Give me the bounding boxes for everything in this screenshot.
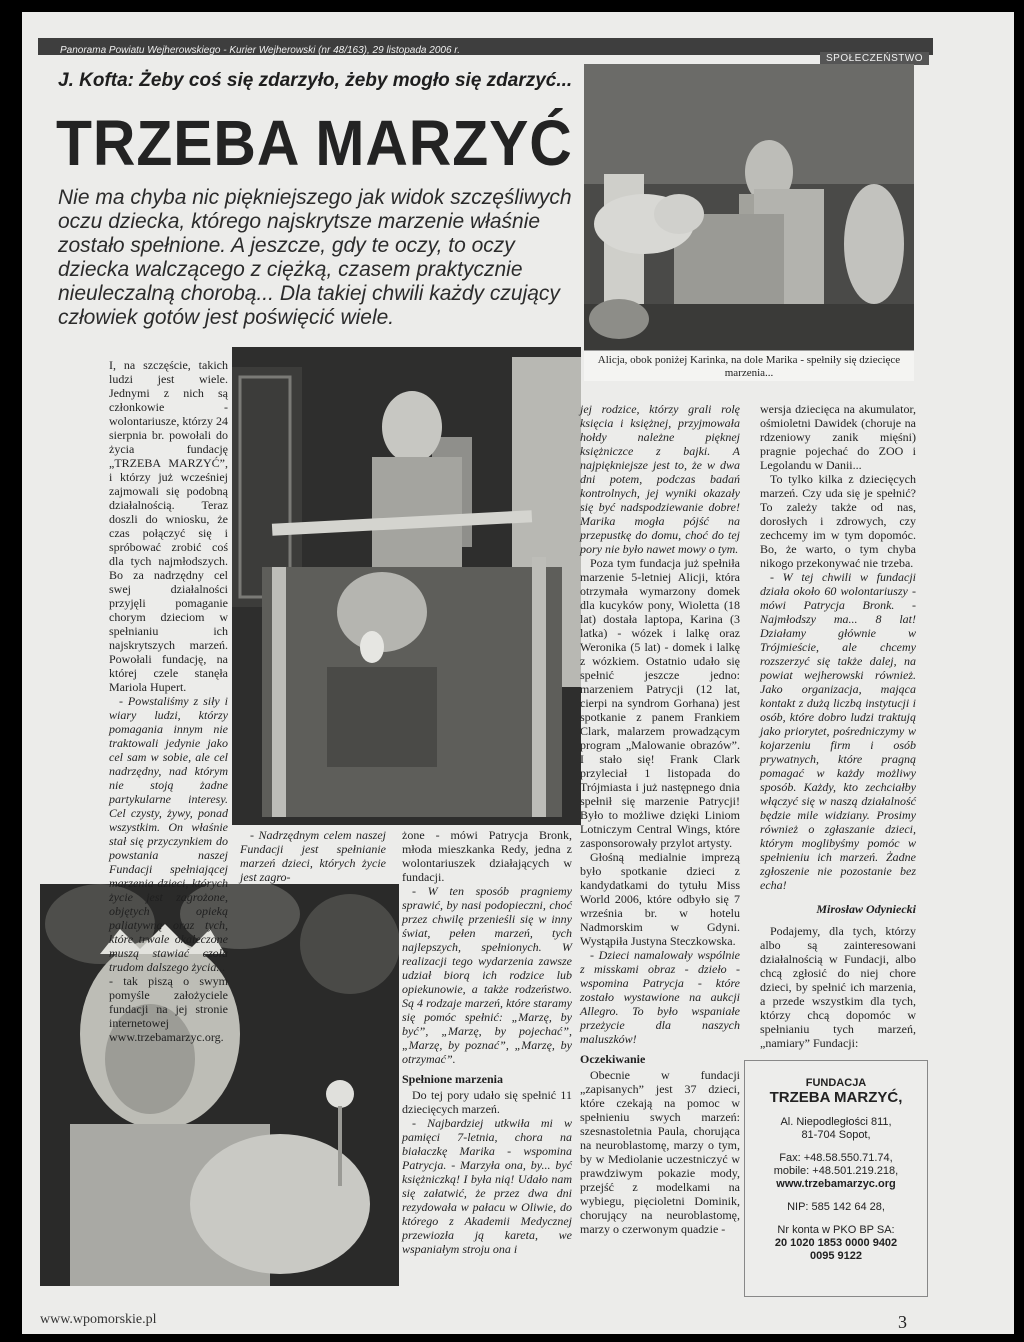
photo-boy-with-stroller <box>232 347 581 825</box>
box-label: FUNDACJA <box>805 1077 867 1089</box>
col3-quote: - W ten sposób pragniemy sprawić, by nasi podopieczni, choć przez chwilę przenieśli się w inny świat, pełen marzeń, tych najlepszych, spełnionych. W realizacji tego wydarzenia zawsze udział biorą ich rodzice lub opiekunowie, a także rodzeństwo. Są 4 rodzaje marzeń, które staramy się pomóc spełnić: „Marzę, by być”, „Marzę, by pojechać”, „Marzę, by poznać”, „Marzę, by otrzymać”. <box>402 884 572 1066</box>
col4-paragraph-a: Poza tym fundacja już spełniła marzenie 5-letniej Alicji, która otrzymała wymarzony domek dla kucyków pony, Wioletta (18 lat) dostała laptopa, Karina (3 latka) - wózek i lalkę oraz Weronika (5 lat) - domek i lalkę z wózkiem. Ostatnio udało się spełnić jeszcze jedno: marzeniem Patrycji (12 lat, cierpi na syndrom Gorhana) jest spotkanie z panem Frankiem Clark, malarzem prowadzącym program „Malowanie obrazów”. I stało się! Frank Clark przyleciał 1 listopada do Trójmiasta i już następnego dnia spełnił się marzenie Patrycji! Było to możliwe dzięki Liniom Lotniczym Central Wings, które zasponsorowały przylot artysty. <box>580 556 740 850</box>
kicker: J. Kofta: Żeby coś się zdarzyło, żeby mogło się zdarzyć... <box>58 70 573 91</box>
account-number-2: 0095 9122 <box>810 1250 862 1262</box>
address-line-1: Al. Niepodległości 811, <box>780 1116 892 1128</box>
subheading-oczekiwanie: Oczekiwanie <box>580 1052 646 1066</box>
column-1 <box>109 358 228 1044</box>
col3-paragraph: żone - mówi Patrycja Bronk, młoda mieszkanka Redy, jedna z wolontariuszek działających w fundacji. <box>402 828 572 884</box>
col3-paragraph-b: Do tej pory udało się spełnić 11 dziecięcych marzeń. <box>402 1088 572 1116</box>
col4-quote: jej rodzice, którzy grali rolę księcia i księżnej, przyjmowała hołdy należne pięknej księżniczce z bajki. A najpiękniejsze jest to, że w dwa dni potem, podczas badań kontrolnych, jej wyniki okazały się być nadspodziewanie dobre! Marika mogła pójść na przepustkę do domu, choć do tej pory nie było nawet mowy o tym. <box>580 402 740 556</box>
column-2 <box>240 828 386 884</box>
address-line-2: 81-704 Sopot, <box>801 1129 871 1141</box>
column-4 <box>580 402 740 1236</box>
section-label: SPOŁECZEŃSTWO <box>820 52 929 65</box>
col4-paragraph-c: Obecnie w fundacji „zapisanych” jest 37 dzieci, które czekają na pomoc w spełnieniu swych marzeń: szesnastoletnia Paula, chorująca na neuroblastomę, marzy o tym, by w Mediolanie uczestniczyć w prawdziwym pokazie mody, przejść z modelkami na wybiegu, pięcioletni Dominik, chorujący na neuroblastomę, marzy o czerwonym quadzie - <box>580 1068 740 1236</box>
lead-paragraph: Nie ma chyba nic piękniejszego jak widok szczęśliwych oczu dziecka, którego najskrytsze marzenie właśnie zostało spełnione. A jeszcze, gdy te oczy, to oczy dziecka walczącego z ciężką, czasem praktycznie nieuleczalną chorobą... Dla takiej chwili każdy czujący człowiek gotów jest poświęcić wiele. <box>58 186 572 329</box>
col5-paragraph-a: wersja dziecięca na akumulator, ośmioletni Dawidek (choruje na rdzeniowy zanik mięśni) pragnie pojechać do ZOO i Legolandu w Danii... <box>760 402 916 472</box>
col5-paragraph-b: To tylko kilka z dziecięcych marzeń. Czy uda się je spełnić? To zależy także od nas, dorosłych i zdrowych, czy zechcemy im w tym dopomóc. Bo, że warto, o tym chyba nikogo przekonywać nie trzeba. <box>760 472 916 570</box>
bank-label: Nr konta w PKO BP SA: <box>777 1224 895 1236</box>
headline: TRZEBA MARZYĆ <box>56 107 573 179</box>
col4-paragraph-b: Głośną medialnie imprezą było spotkanie dzieci z kandydatkami do tytułu Miss World 2006, które odbyło się 7 września br. w hotelu Nadmorskim w Gdyni. Wystąpiła Justyna Steczkowska. <box>580 850 740 948</box>
account-number-1: 20 1020 1853 0000 9402 <box>774 1237 898 1249</box>
col3-quote-2: - Najbardziej utkwiła mi w pamięci 7-letnia, chora na białaczkę Marika - wspomina Patrycja. - Marzyła ona, by... być księżniczką! I była nią! Udało nam się załatwić, że przez dwa dni rezydowała w pałacu w Oliwie, do którego z Akademii Medycznej przewiozła ją kareta, we wspaniałym stroju ona i <box>402 1116 572 1256</box>
running-title: Panorama Powiatu Wejherowskiego - Kurier Wejherowski (nr 48/163), 29 listopada 2006 r. <box>60 45 461 56</box>
page-number: 3 <box>898 1312 907 1332</box>
col4-quote-2: - Dzieci namalowały wspólnie z misskami obraz - dzieło - wspomina Patrycja - które zostało wystawione na aukcji Allegro. To było wspaniałe przeżycie dla naszych maluszków! <box>580 948 740 1046</box>
author-signature: Mirosław Odyniecki <box>816 902 916 916</box>
foundation-contact-box <box>744 1060 928 1297</box>
fax: Fax: +48.58.550.71.74, <box>779 1152 893 1164</box>
footer-url[interactable]: www.wpomorskie.pl <box>40 1312 157 1327</box>
column-5 <box>760 402 916 1050</box>
photo-girl-with-toy-castle <box>584 64 914 351</box>
nip: NIP: 585 142 64 28, <box>787 1201 885 1213</box>
top-photo-caption: Alicja, obok poniżej Karinka, na dole Marika - spełniły się dziecięce marzenia... <box>584 350 914 381</box>
foundation-name: TRZEBA MARZYĆ, <box>769 1089 903 1106</box>
col5-quote: - W tej chwili w fundacji działa około 60 wolontariuszy - mówi Patrycja Bronk. - Najmłodszy ma... 8 lat! Działamy głównie w Trójmieście, ale chcemy rozszerzyć się także dalej, na powiat wejherowski również. Jako organizacja, mająca kontakt z dużą liczbą instytucji i osób, które dobro ludzi traktują jako priorytet, pośredniczymy w kojarzeniu firm i osób prywatnych, które pragną pomagać w każdy możliwy sposób. Każdy, kto zechciałby włączyć się w naszą działalność będzie mile widziany. Prosimy również o zgłaszanie dzieci, którym moglibyśmy pomóc w spełnieniu ich marzeń. Żadne zgłoszenie nie pozostanie bez echa! <box>760 570 916 892</box>
website-link[interactable]: www.trzebamarzyc.org <box>776 1178 896 1190</box>
col1-paragraph: I, na szczęście, takich ludzi jest wiele. Jednymi z nich są członkowie - wolontariusze, którzy 24 sierpnia br. powołali do życia fundację „TRZEBA MARZYĆ”, i którzy już wcześniej zajmowali się podobną działalnością. Teraz doszli do wniosku, że czas połączyć się i spróbować zrobić coś dla tych najmłodszych. Bo za nadrzędny cel swej działalności przyjęli pomaganie chorym dzieciom w spełnianiu ich najskrytszych marzeń. Powołali fundację, na której czele stanęła Mariola Hupert. <box>109 358 228 694</box>
col1-quote: - Powstaliśmy z siły i wiary ludzi, którzy pomagania innym nie traktowali jedynie jako cel sam w sobie, ale cel nadrzędny, nad którym nie stoją żadne partykularne interesy. Cel czysty, żywy, ponad wszystkim. On właśnie stał się przyczynkiem do powstania naszej Fundacji spełniającej marzenia dzieci, których życie jest zagrożone, objętych opieką paliatywną oraz tych, które trwale okaleczone muszą stawiać czoła trudom dalszego życia... <box>109 694 228 974</box>
col1-end: - tak piszą o swym pomyśle założyciele fundacji na jej stronie internetowej www.trzebamarzyc.org. <box>109 974 228 1044</box>
col5-paragraph-c: Podajemy, dla tych, którzy albo są zainteresowani działalnością w Fundacji, albo chcą zgłosić do niej chore dzieci, by spełnić ich marzenia, a przede wszystkim dla tych, którzy chcą dopomóc w spełnianiu tych marzeń, „namiary” Fundacji: <box>760 924 916 1050</box>
subheading-spelnione: Spełnione marzenia <box>402 1072 503 1086</box>
column-3 <box>402 828 572 1256</box>
col2-quote: - Nadrzędnym celem naszej Fundacji jest spełnianie marzeń dzieci, których życie jest zagro- <box>240 828 386 884</box>
mobile: mobile: +48.501.219.218, <box>773 1165 899 1177</box>
